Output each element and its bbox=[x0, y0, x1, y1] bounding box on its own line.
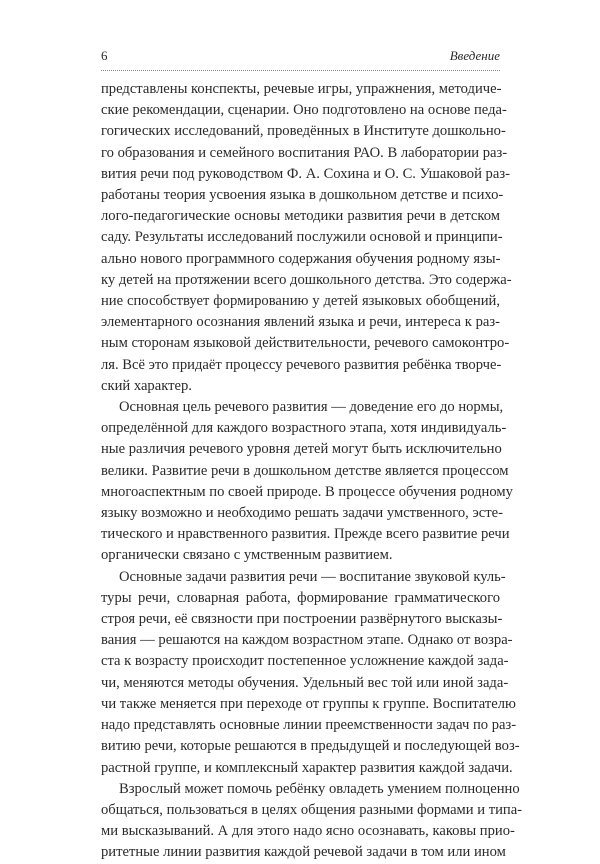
text-line: ные различия речевого уровня детей могут быть исключительно bbox=[101, 441, 502, 458]
text-line: Взрослый может помочь ребёнку овладеть умением полноценно bbox=[119, 780, 520, 797]
body-text bbox=[101, 79, 523, 864]
text-line: строя речи, её связности при построении развёрнутого высказы- bbox=[101, 611, 503, 628]
paragraph bbox=[101, 79, 512, 397]
running-head bbox=[101, 48, 500, 71]
section-title: Введение bbox=[449, 48, 500, 63]
text-line: работаны теория усвоения языка в дошкольном детстве и психо- bbox=[101, 187, 504, 204]
paragraph bbox=[101, 779, 523, 864]
text-line: органически связано с умственным развитием. bbox=[101, 547, 393, 564]
text-line: ми высказываний. А для этого надо ясно осознавать, каковы прио- bbox=[101, 823, 515, 840]
text-line: общаться, пользоваться в целях общения разными формами и типа- bbox=[101, 801, 523, 818]
text-line: чи также меняется при переходе от группы к группе. Воспитателю bbox=[101, 695, 516, 712]
text-line: вития речи под руководством Ф. А. Сохина и О. С. Ушаковой раз- bbox=[101, 165, 510, 182]
text-line: го образования и семейного воспитания РАО. В лаборатории раз- bbox=[101, 144, 508, 161]
text-line: языку возможно и необходимо решать задачи умственного, эсте- bbox=[101, 505, 503, 522]
text-line: Основная цель речевого развития — доведение его до нормы, bbox=[119, 399, 504, 416]
text-line: чи, меняются методы обучения. Удельный вес той или иной зада- bbox=[101, 674, 509, 691]
text-line: Основные задачи развития речи — воспитание звуковой куль- bbox=[119, 568, 506, 585]
text-line: саду. Результаты исследований послужили основой и принципи- bbox=[101, 229, 503, 246]
text-line: лого-педагогические основы методики развития речи в детском bbox=[101, 208, 500, 225]
text-line: ля. Всё это придаёт процессу речевого развития ребёнка творче- bbox=[101, 356, 502, 373]
text-line: представлены конспекты, речевые игры, упражнения, методиче- bbox=[101, 81, 502, 97]
text-line: вания — решаются на каждом возрастном этапе. Однако от возра- bbox=[101, 632, 513, 649]
text-line: ально нового программного содержания обучения родному язы- bbox=[101, 250, 501, 267]
text-line: ние способствует формированию у детей языковых обобщений, bbox=[101, 293, 500, 310]
text-line: тического и нравственного развития. Прежде всего развитие речи bbox=[101, 526, 510, 543]
text-line: элементарного осознания явлений языка и речи, интереса к раз- bbox=[101, 314, 500, 331]
text-line: ку детей на протяжении всего дошкольного детства. Это содержа- bbox=[101, 271, 512, 288]
text-line: ский характер. bbox=[101, 377, 192, 394]
text-line: многоаспектным по своей природе. В процессе обучения родному bbox=[101, 483, 513, 500]
text-line: определённой для каждого возрастного этапа, хотя индивидуаль- bbox=[101, 420, 507, 437]
text-line: надо представлять основные линии преемственности задач по раз- bbox=[101, 717, 517, 734]
paragraph bbox=[101, 397, 513, 567]
text-line: растной группе, и комплексный характер развития каждой задачи. bbox=[101, 759, 513, 776]
text-line: ские рекомендации, сценарии. Оно подготовлено на основе педа- bbox=[101, 102, 507, 119]
paragraph bbox=[101, 567, 520, 779]
text-line: гогических исследований, проведённых в Институте дошкольно- bbox=[101, 123, 506, 140]
text-line: витию речи, которые решаются в предыдущей и последующей воз- bbox=[101, 738, 520, 755]
text-line: ритетные линии развития каждой речевой задачи в том или ином bbox=[101, 844, 506, 861]
text-line: туры речи, словарная работа, формирование грамматического bbox=[101, 589, 500, 606]
text-line: ста к возрасту происходит постепенное усложнение каждой зада- bbox=[101, 653, 509, 670]
text-line: ным сторонам языковой действительности, речевого самоконтро- bbox=[101, 335, 510, 352]
text-line: велики. Развитие речи в дошкольном детстве является процессом bbox=[101, 462, 509, 479]
page-number: 6 bbox=[101, 48, 108, 63]
